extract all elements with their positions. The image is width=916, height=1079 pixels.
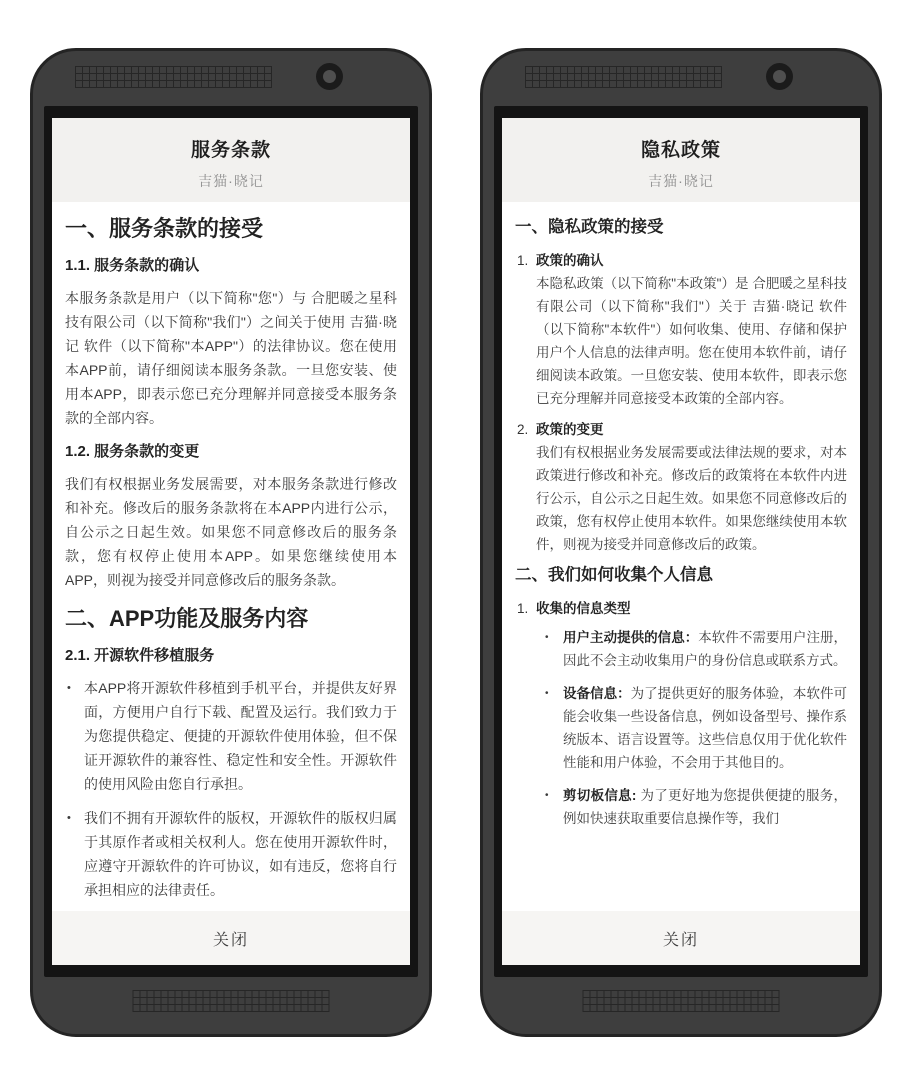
speaker-grille-icon [133, 990, 330, 1012]
phone-bottom-bezel [483, 977, 879, 1034]
speaker-grille-icon [583, 990, 780, 1012]
list-item [517, 597, 847, 830]
page-subtitle: 吉猫·晓记 [648, 173, 714, 189]
list-number: 1. [517, 253, 529, 268]
privacy-dialog [502, 118, 860, 965]
list-item [517, 418, 847, 556]
close-button[interactable]: 关闭 [193, 921, 269, 956]
list-item-text: 本隐私政策（以下简称"本政策"）是 合肥暖之星科技有限公司（以下简称"我们"）关于 吉猫·晓记 软件（以下简称"本软件"）如何收集、使用、存储和保护用户个人信息的法律声明。您在使用本软件前，请仔细阅读本政策。一旦您安装、使用本软件，即表示您已充分理解并同意接受本政策的全部内容。 [536, 276, 847, 406]
bullet-lead: 剪切板信息: [563, 788, 641, 803]
terms-content-scroll[interactable] [52, 202, 410, 911]
list-item-text: 我们有权根据业务发展需要或法律法规的要求，对本政策进行修改和补充。修改后的政策将在本软件内进行公示，自公示之日起生效。如果您不同意修改后的政策，您有权停止使用本软件。如果您继续使用本软件，则视为接受并同意修改后的政策。 [536, 445, 847, 552]
list-item-title: 政策的确认 [536, 253, 604, 268]
list-item [65, 806, 397, 902]
phone-bottom-bezel [33, 977, 429, 1034]
bullet-text: 本APP将开源软件移植到手机平台，并提供友好界面，方便用户自行下载、配置及运行。我们致力于为您提供稳定、便捷的开源软件使用体验，但不保证开源软件的兼容性、稳定性和安全性。开源软件的使用风险由您自行承担。 [84, 680, 397, 792]
doc-heading: 1.1. 服务条款的确认 [65, 257, 200, 274]
close-button[interactable]: 关闭 [643, 921, 719, 956]
screen-bezel [44, 106, 418, 977]
doc-paragraph: 本服务条款是用户（以下简称"您"）与 合肥暖之星科技有限公司（以下简称"我们"）之间关于使用 吉猫·晓记 软件（以下简称"本APP"）的法律协议。您在使用本APP前，请仔细阅读本服务条款。一旦您安装、使用本APP，即表示您已充分理解并同意接受本服务条款的全部内容。 [65, 290, 397, 426]
phone-privacy [480, 48, 882, 1037]
doc-numbered-list [517, 249, 847, 556]
list-item [536, 626, 847, 672]
doc-heading: 一、隐私政策的接受 [515, 218, 664, 236]
list-item [536, 682, 847, 774]
privacy-content-scroll[interactable] [502, 202, 860, 911]
terms-header [52, 118, 410, 202]
page-title: 服务条款 [190, 140, 271, 161]
bullet-text: 本软件不需要用户注册，因此不会主动收集用户的身份信息或联系方式。 [563, 630, 847, 668]
list-item [517, 249, 847, 410]
terms-footer [52, 911, 410, 965]
privacy-header [502, 118, 860, 202]
doc-heading: 1.2. 服务条款的变更 [65, 443, 200, 460]
doc-heading: 二、APP功能及服务内容 [65, 606, 309, 631]
list-item [536, 784, 847, 830]
doc-paragraph: 我们有权根据业务发展需要，对本服务条款进行修改和补充。修改后的服务条款将在本APP内进行公示，自公示之日起生效。如果您不同意修改后的服务条款，您有权停止使用本APP。如果您继续使用本APP，则视为接受并同意修改后的服务条款。 [65, 476, 397, 588]
bullet-text: 为了提供更好的服务体验，本软件可能会收集一些设备信息，例如设备型号、操作系统版本、语言设置等。这些信息仅用于优化软件性能和用户体验，不会用于其他目的。 [563, 686, 847, 770]
phone-terms [30, 48, 432, 1037]
doc-heading: 一、服务条款的接受 [65, 216, 264, 241]
privacy-footer [502, 911, 860, 965]
page-title: 隐私政策 [640, 140, 721, 161]
doc-heading: 二、我们如何收集个人信息 [515, 566, 713, 584]
doc-numbered-list [517, 597, 847, 830]
doc-sub-bullet-list [536, 626, 847, 830]
bullet-text: 我们不拥有开源软件的版权，开源软件的版权归属于其原作者或相关权利人。您在使用开源软件时，应遵守开源软件的许可协议，如有违反，您将自行承担相应的法律责任。 [84, 810, 397, 898]
terms-dialog [52, 118, 410, 965]
camera-icon [316, 63, 343, 90]
camera-lens-icon [773, 70, 786, 83]
bullet-lead: 用户主动提供的信息： [563, 630, 699, 645]
doc-bullet-list [65, 676, 397, 902]
list-item-title: 收集的信息类型 [536, 601, 631, 616]
phone-top-bezel [33, 51, 429, 106]
bullet-lead: 设备信息： [563, 686, 631, 701]
speaker-grille-icon [525, 66, 722, 88]
doc-heading: 2.1. 开源软件移植服务 [65, 647, 215, 664]
list-item-title: 政策的变更 [536, 422, 604, 437]
screen-bezel [494, 106, 868, 977]
bullet-text: 为了更好地为您提供便捷的服务，例如快速获取重要信息操作等，我们 [563, 788, 848, 826]
page-subtitle: 吉猫·晓记 [198, 173, 264, 189]
phone-top-bezel [483, 51, 879, 106]
list-number: 1. [517, 601, 529, 616]
list-item [65, 676, 397, 796]
camera-lens-icon [323, 70, 336, 83]
camera-icon [766, 63, 793, 90]
speaker-grille-icon [75, 66, 272, 88]
list-number: 2. [517, 422, 529, 437]
